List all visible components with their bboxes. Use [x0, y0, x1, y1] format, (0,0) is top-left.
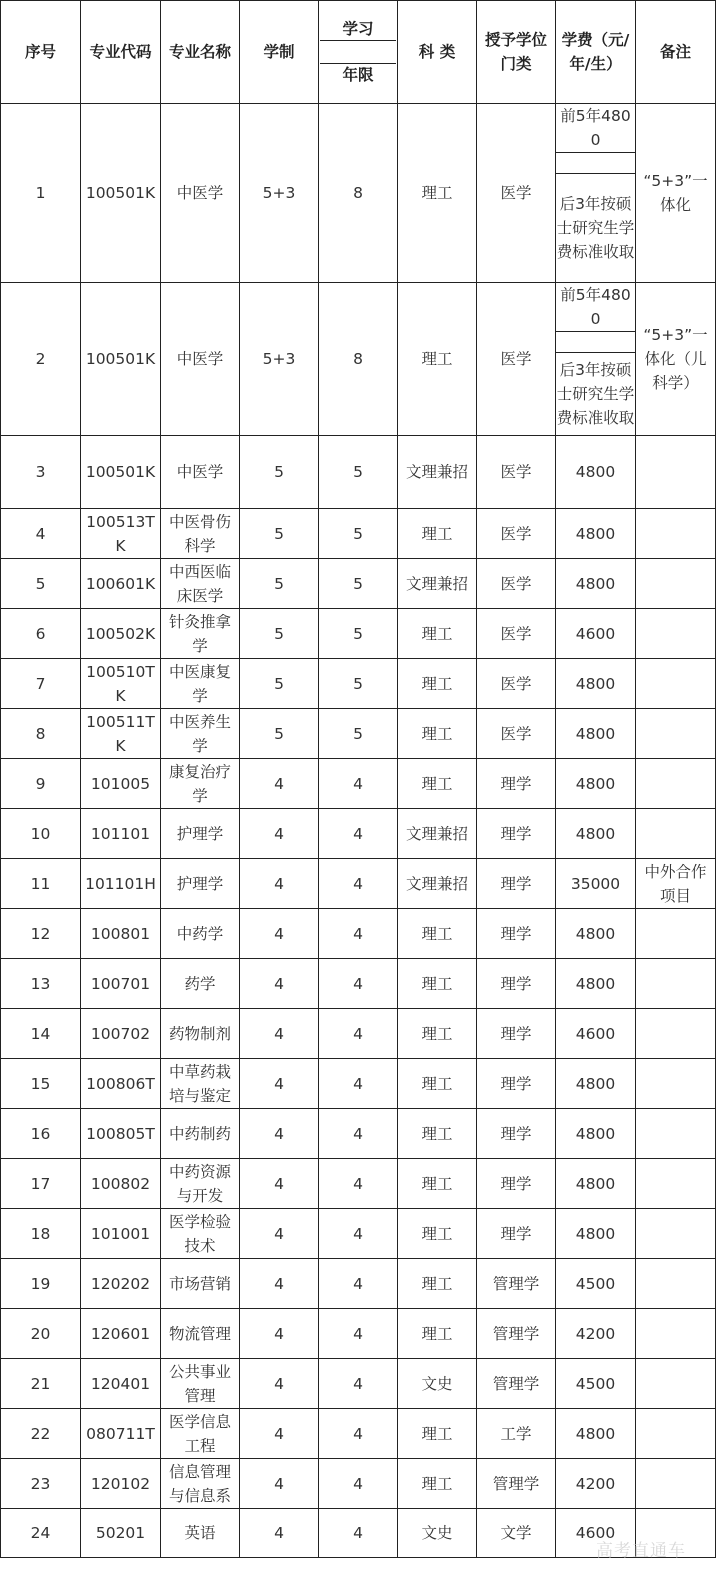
- cell-code: 100513TK: [81, 509, 161, 559]
- table-row: [1, 1459, 716, 1509]
- cell-category: 理工: [398, 1059, 477, 1109]
- cell-system: 5: [240, 659, 319, 709]
- cell-code: 100806T: [81, 1059, 161, 1109]
- cell-years: 4: [319, 1009, 398, 1059]
- cell-code: 120102: [81, 1459, 161, 1509]
- cell-category: 理工: [398, 609, 477, 659]
- cell-no: 12: [1, 909, 81, 959]
- cell-category: 文史: [398, 1509, 477, 1558]
- cell-degree: 医学: [477, 436, 556, 509]
- table-row: [1, 559, 716, 609]
- cell-fee: 4800: [556, 709, 636, 759]
- cell-degree: 理学: [477, 759, 556, 809]
- cell-no: 6: [1, 609, 81, 659]
- cell-no: 7: [1, 659, 81, 709]
- cell-no: 11: [1, 859, 81, 909]
- cell-fee: 4600: [556, 1009, 636, 1059]
- cell-no: 22: [1, 1409, 81, 1459]
- cell-note: [636, 509, 716, 559]
- cell-system: 5: [240, 509, 319, 559]
- cell-category: 理工: [398, 759, 477, 809]
- cell-note: [636, 709, 716, 759]
- header-system: 学制: [240, 1, 319, 104]
- cell-code: 100501K: [81, 104, 161, 283]
- cell-name: 中医学: [161, 436, 240, 509]
- cell-category: 理工: [398, 104, 477, 283]
- header-study-gap: [320, 41, 396, 64]
- table-row: [1, 283, 716, 436]
- cell-code: 101001: [81, 1209, 161, 1259]
- cell-no: 21: [1, 1359, 81, 1409]
- cell-code: 100510TK: [81, 659, 161, 709]
- header-study-years: [319, 1, 398, 104]
- cell-system: 4: [240, 1409, 319, 1459]
- cell-years: 4: [319, 959, 398, 1009]
- cell-name: 物流管理: [161, 1309, 240, 1359]
- header-no: 序号: [1, 1, 81, 104]
- cell-note: 中外合作项目: [636, 859, 716, 909]
- cell-name: 中医骨伤科学: [161, 509, 240, 559]
- cell-category: 理工: [398, 509, 477, 559]
- cell-name: 中医养生学: [161, 709, 240, 759]
- cell-years: 4: [319, 1459, 398, 1509]
- header-note: 备注: [636, 1, 716, 104]
- cell-system: 5: [240, 709, 319, 759]
- cell-category: 理工: [398, 1159, 477, 1209]
- table-row: [1, 759, 716, 809]
- cell-degree: 医学: [477, 709, 556, 759]
- cell-note: [636, 659, 716, 709]
- table-row: [1, 104, 716, 283]
- table-row: [1, 1059, 716, 1109]
- cell-category: 理工: [398, 283, 477, 436]
- cell-fee: 4800: [556, 659, 636, 709]
- cell-years: 4: [319, 1509, 398, 1558]
- cell-category: 理工: [398, 959, 477, 1009]
- cell-system: 4: [240, 859, 319, 909]
- cell-no: 8: [1, 709, 81, 759]
- cell-years: 5: [319, 509, 398, 559]
- cell-fee: 4500: [556, 1359, 636, 1409]
- cell-note: [636, 909, 716, 959]
- cell-years: 4: [319, 1259, 398, 1309]
- cell-fee: 4600: [556, 1509, 636, 1558]
- cell-code: 100701: [81, 959, 161, 1009]
- cell-fee: 4800: [556, 436, 636, 509]
- cell-category: 理工: [398, 1259, 477, 1309]
- cell-note: [636, 1409, 716, 1459]
- cell-fee: 35000: [556, 859, 636, 909]
- cell-degree: 理学: [477, 859, 556, 909]
- cell-years: 5: [319, 609, 398, 659]
- cell-degree: 管理学: [477, 1259, 556, 1309]
- cell-no: 19: [1, 1259, 81, 1309]
- cell-fee: 4600: [556, 609, 636, 659]
- cell-code: 100511TK: [81, 709, 161, 759]
- cell-degree: 文学: [477, 1509, 556, 1558]
- table-row: [1, 1159, 716, 1209]
- table-row: [1, 959, 716, 1009]
- cell-system: 4: [240, 1159, 319, 1209]
- cell-fee: 4800: [556, 959, 636, 1009]
- header-category: 科 类: [398, 1, 477, 104]
- cell-category: 理工: [398, 909, 477, 959]
- watermark-logo: 高考直通车: [596, 1541, 686, 1561]
- cell-no: 1: [1, 104, 81, 283]
- table-row: [1, 859, 716, 909]
- cell-years: 4: [319, 909, 398, 959]
- cell-name: 英语: [161, 1509, 240, 1558]
- table-row: [1, 809, 716, 859]
- header-study-top: 学习: [320, 18, 396, 41]
- cell-category: 理工: [398, 1009, 477, 1059]
- cell-no: 15: [1, 1059, 81, 1109]
- cell-years: 4: [319, 1059, 398, 1109]
- table-row: [1, 709, 716, 759]
- cell-note: [636, 1259, 716, 1309]
- fee-divider: [556, 332, 635, 353]
- cell-degree: 理学: [477, 1209, 556, 1259]
- table-row: [1, 1009, 716, 1059]
- cell-note: “5+3”一体化: [636, 104, 716, 283]
- cell-note: [636, 1359, 716, 1409]
- cell-fee: 4800: [556, 1109, 636, 1159]
- cell-code: 100702: [81, 1009, 161, 1059]
- cell-name: 中医学: [161, 283, 240, 436]
- cell-fee: 4800: [556, 759, 636, 809]
- cell-no: 14: [1, 1009, 81, 1059]
- cell-years: 4: [319, 1309, 398, 1359]
- cell-degree: 医学: [477, 609, 556, 659]
- table-row: [1, 509, 716, 559]
- cell-degree: 医学: [477, 283, 556, 436]
- cell-system: 4: [240, 1009, 319, 1059]
- table-row: [1, 1409, 716, 1459]
- cell-code: 100501K: [81, 436, 161, 509]
- header-code: 专业代码: [81, 1, 161, 104]
- cell-name: 中西医临床医学: [161, 559, 240, 609]
- cell-category: 理工: [398, 1209, 477, 1259]
- table-row: [1, 1259, 716, 1309]
- table-row: [1, 1309, 716, 1359]
- cell-degree: 管理学: [477, 1459, 556, 1509]
- cell-fee: 4800: [556, 509, 636, 559]
- cell-years: 4: [319, 759, 398, 809]
- cell-system: 5: [240, 559, 319, 609]
- cell-system: 4: [240, 809, 319, 859]
- table-row: [1, 436, 716, 509]
- fee-first-five-years: 前5年4800: [556, 104, 635, 153]
- table-row: [1, 609, 716, 659]
- cell-note: [636, 759, 716, 809]
- fee-first-five-years: 前5年4800: [556, 283, 635, 332]
- header-fee: 学费（元/年/生）: [556, 1, 636, 104]
- cell-system: 4: [240, 1209, 319, 1259]
- table-row: [1, 1109, 716, 1159]
- cell-fee: 4200: [556, 1309, 636, 1359]
- table-row: [1, 1209, 716, 1259]
- cell-code: 101005: [81, 759, 161, 809]
- cell-note: [636, 1209, 716, 1259]
- cell-fee: 4500: [556, 1259, 636, 1309]
- cell-name: 中医康复学: [161, 659, 240, 709]
- cell-note: [636, 809, 716, 859]
- table-row: [1, 1359, 716, 1409]
- cell-code: 080711T: [81, 1409, 161, 1459]
- cell-category: 文理兼招: [398, 436, 477, 509]
- cell-name: 护理学: [161, 809, 240, 859]
- cell-name: 药物制剂: [161, 1009, 240, 1059]
- cell-code: 100802: [81, 1159, 161, 1209]
- cell-code: 101101: [81, 809, 161, 859]
- cell-no: 10: [1, 809, 81, 859]
- cell-system: 5: [240, 436, 319, 509]
- cell-name: 中药学: [161, 909, 240, 959]
- cell-note: [636, 959, 716, 1009]
- cell-degree: 理学: [477, 1009, 556, 1059]
- cell-no: 3: [1, 436, 81, 509]
- cell-system: 4: [240, 909, 319, 959]
- cell-no: 5: [1, 559, 81, 609]
- cell-category: 理工: [398, 1409, 477, 1459]
- cell-code: 100601K: [81, 559, 161, 609]
- cell-category: 文理兼招: [398, 809, 477, 859]
- cell-fee: 4800: [556, 1059, 636, 1109]
- cell-name: 护理学: [161, 859, 240, 909]
- cell-fee: 4800: [556, 1209, 636, 1259]
- cell-years: 8: [319, 104, 398, 283]
- cell-no: 23: [1, 1459, 81, 1509]
- cell-years: 4: [319, 1109, 398, 1159]
- cell-system: 4: [240, 1259, 319, 1309]
- cell-name: 针灸推拿学: [161, 609, 240, 659]
- cell-code: 120401: [81, 1359, 161, 1409]
- cell-system: 4: [240, 1459, 319, 1509]
- cell-years: 5: [319, 659, 398, 709]
- cell-note: [636, 1459, 716, 1509]
- cell-degree: 理学: [477, 1109, 556, 1159]
- cell-years: 5: [319, 709, 398, 759]
- cell-fee: 4800: [556, 1159, 636, 1209]
- cell-note: [636, 1109, 716, 1159]
- header-degree: 授予学位门类: [477, 1, 556, 104]
- header-name: 专业名称: [161, 1, 240, 104]
- header-study-bottom: 年限: [342, 66, 374, 84]
- cell-no: 17: [1, 1159, 81, 1209]
- cell-category: 理工: [398, 1309, 477, 1359]
- cell-category: 理工: [398, 1109, 477, 1159]
- cell-no: 20: [1, 1309, 81, 1359]
- cell-no: 9: [1, 759, 81, 809]
- cell-years: 8: [319, 283, 398, 436]
- fee-divider: [556, 153, 635, 174]
- cell-years: 4: [319, 1209, 398, 1259]
- cell-years: 5: [319, 559, 398, 609]
- cell-category: 文史: [398, 1359, 477, 1409]
- cell-years: 4: [319, 1359, 398, 1409]
- cell-years: 4: [319, 1409, 398, 1459]
- cell-name: 康复治疗学: [161, 759, 240, 809]
- cell-fee: [556, 283, 636, 436]
- cell-degree: 理学: [477, 959, 556, 1009]
- cell-category: 理工: [398, 659, 477, 709]
- cell-code: 50201: [81, 1509, 161, 1558]
- cell-category: 理工: [398, 709, 477, 759]
- cell-name: 信息管理与信息系: [161, 1459, 240, 1509]
- cell-system: 4: [240, 759, 319, 809]
- cell-degree: 管理学: [477, 1309, 556, 1359]
- cell-no: 2: [1, 283, 81, 436]
- cell-fee: 4800: [556, 559, 636, 609]
- cell-no: 4: [1, 509, 81, 559]
- cell-fee: 4800: [556, 1409, 636, 1459]
- cell-system: 4: [240, 1059, 319, 1109]
- table-row: [1, 909, 716, 959]
- cell-degree: 理学: [477, 909, 556, 959]
- cell-no: 24: [1, 1509, 81, 1558]
- cell-fee: 4200: [556, 1459, 636, 1509]
- cell-degree: 医学: [477, 659, 556, 709]
- cell-code: 100501K: [81, 283, 161, 436]
- cell-note: [636, 609, 716, 659]
- cell-note: [636, 1309, 716, 1359]
- cell-years: 4: [319, 1159, 398, 1209]
- cell-system: 5+3: [240, 104, 319, 283]
- cell-name: 药学: [161, 959, 240, 1009]
- cell-degree: 医学: [477, 104, 556, 283]
- cell-name: 中草药栽培与鉴定: [161, 1059, 240, 1109]
- cell-code: 100805T: [81, 1109, 161, 1159]
- cell-no: 13: [1, 959, 81, 1009]
- cell-note: [636, 1009, 716, 1059]
- cell-category: 文理兼招: [398, 559, 477, 609]
- cell-years: 4: [319, 809, 398, 859]
- cell-category: 理工: [398, 1459, 477, 1509]
- cell-system: 4: [240, 1109, 319, 1159]
- cell-note: [636, 436, 716, 509]
- cell-degree: 医学: [477, 509, 556, 559]
- cell-system: 4: [240, 959, 319, 1009]
- fee-last-three-years: 后3年按硕士研究生学费标准收取: [556, 361, 635, 427]
- cell-system: 4: [240, 1359, 319, 1409]
- cell-code: 101101H: [81, 859, 161, 909]
- cell-name: 中医学: [161, 104, 240, 283]
- header-row: [1, 1, 716, 104]
- cell-fee: [556, 104, 636, 283]
- cell-no: 16: [1, 1109, 81, 1159]
- cell-degree: 工学: [477, 1409, 556, 1459]
- cell-code: 100801: [81, 909, 161, 959]
- cell-code: 100502K: [81, 609, 161, 659]
- cell-system: 4: [240, 1509, 319, 1558]
- cell-note: [636, 559, 716, 609]
- cell-degree: 理学: [477, 1059, 556, 1109]
- cell-note: [636, 1159, 716, 1209]
- cell-degree: 管理学: [477, 1359, 556, 1409]
- cell-system: 5: [240, 609, 319, 659]
- cell-fee: 4800: [556, 809, 636, 859]
- table-row: [1, 659, 716, 709]
- cell-degree: 理学: [477, 809, 556, 859]
- cell-years: 5: [319, 436, 398, 509]
- cell-code: 120202: [81, 1259, 161, 1309]
- cell-name: 公共事业管理: [161, 1359, 240, 1409]
- cell-system: 5+3: [240, 283, 319, 436]
- fee-last-three-years: 后3年按硕士研究生学费标准收取: [556, 195, 635, 261]
- cell-no: 18: [1, 1209, 81, 1259]
- cell-name: 中药制药: [161, 1109, 240, 1159]
- cell-code: 120601: [81, 1309, 161, 1359]
- cell-name: 市场营销: [161, 1259, 240, 1309]
- cell-name: 医学检验技术: [161, 1209, 240, 1259]
- cell-note: [636, 1059, 716, 1109]
- cell-fee: 4800: [556, 909, 636, 959]
- cell-degree: 医学: [477, 559, 556, 609]
- cell-name: 中药资源与开发: [161, 1159, 240, 1209]
- cell-years: 4: [319, 859, 398, 909]
- cell-degree: 理学: [477, 1159, 556, 1209]
- cell-name: 医学信息工程: [161, 1409, 240, 1459]
- cell-note: “5+3”一体化（儿科学）: [636, 283, 716, 436]
- cell-system: 4: [240, 1309, 319, 1359]
- cell-category: 文理兼招: [398, 859, 477, 909]
